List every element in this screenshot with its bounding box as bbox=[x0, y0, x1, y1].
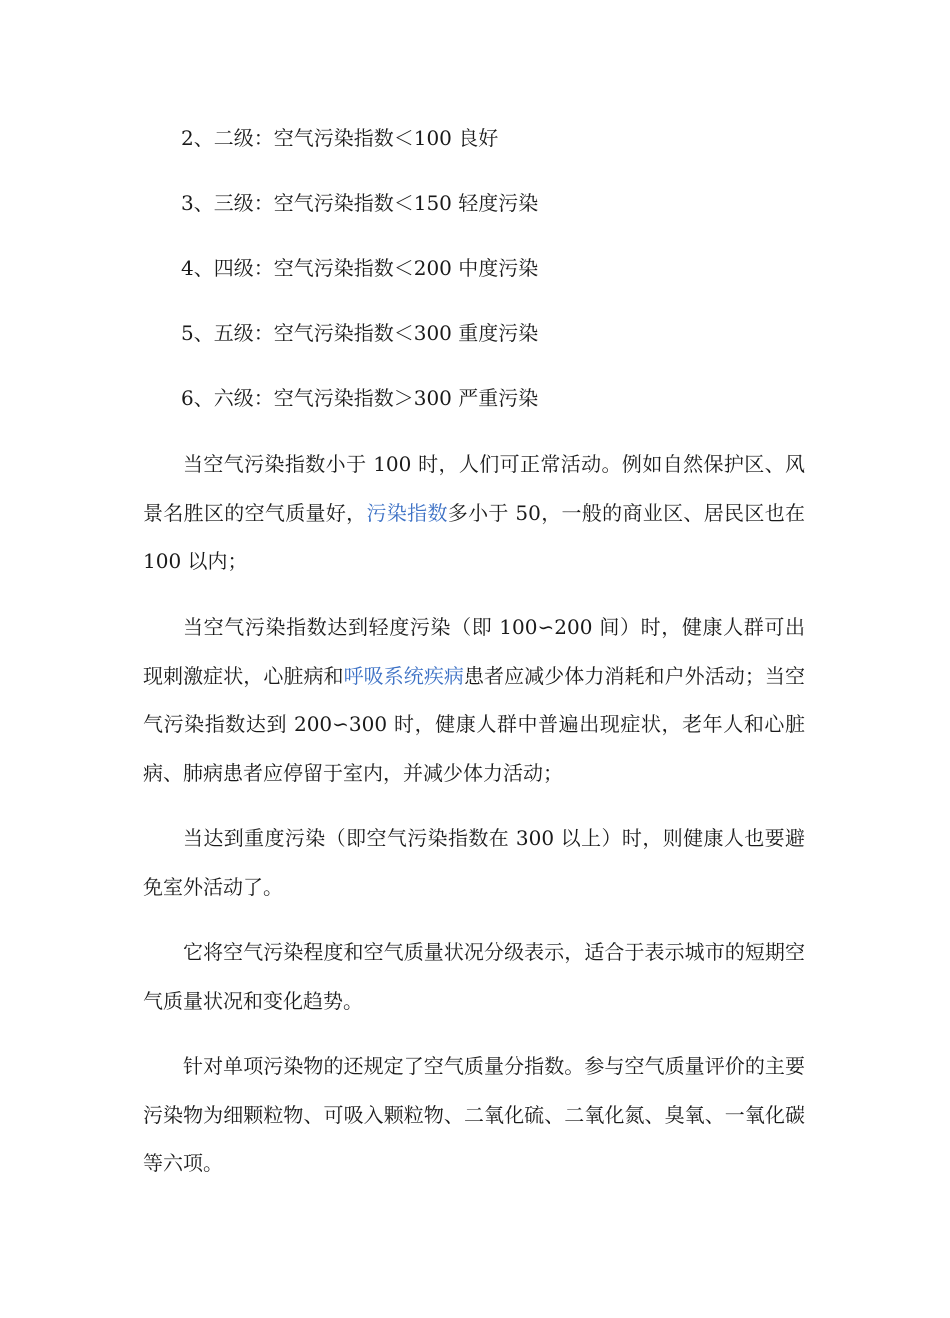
paragraph-heavy-pollution: 当达到重度污染（即空气污染指数在 300 以上）时，则健康人也要避免室外活动了。 bbox=[143, 826, 805, 899]
paragraph-text: 当空气污染指数小于 100 时，人们可正常活动。例如自然保护区、风景名胜区的空气质量好， bbox=[143, 452, 805, 525]
aqi-level-4: 4、四级：空气污染指数＜200 中度污染 bbox=[181, 256, 539, 280]
paragraph-normal-activity bbox=[143, 440, 805, 586]
aqi-level-3: 3、三级：空气污染指数＜150 轻度污染 bbox=[181, 191, 539, 215]
paragraph-classification: 它将空气污染程度和空气质量状况分级表示，适合于表示城市的短期空气质量状况和变化趋势。 bbox=[143, 940, 805, 1013]
pollution-index-link[interactable]: 污染指数 bbox=[366, 500, 448, 525]
paragraph-light-pollution bbox=[143, 603, 805, 797]
paragraph-text: 多小于 50，一般的商业区、居民区也在 100 以内； bbox=[143, 500, 806, 573]
respiratory-disease-link[interactable]: 呼吸系统疾病 bbox=[343, 663, 464, 688]
aqi-level-2: 2、二级：空气污染指数＜100 良好 bbox=[181, 126, 499, 150]
aqi-level-6: 6、六级：空气污染指数＞300 严重污染 bbox=[181, 386, 539, 410]
aqi-level-5: 5、五级：空气污染指数＜300 重度污染 bbox=[181, 321, 539, 345]
paragraph-sub-index: 针对单项污染物的还规定了空气质量分指数。参与空气质量评价的主要污染物为细颗粒物、可吸入颗粒物、二氧化硫、二氧化氮、臭氧、一氧化碳等六项。 bbox=[143, 1054, 805, 1175]
paragraph-text: 当空气污染指数达到轻度污染（即 100∽200 间）时，健康人群可出现刺激症状，心脏病和 bbox=[143, 615, 805, 688]
paragraph-text: 患者应减少体力消耗和户外活动；当空气污染指数达到 200∽300 时，健康人群中普遍出现症状，老年人和心脏病、肺病患者应停留于室内，并减少体力活动； bbox=[143, 663, 805, 785]
